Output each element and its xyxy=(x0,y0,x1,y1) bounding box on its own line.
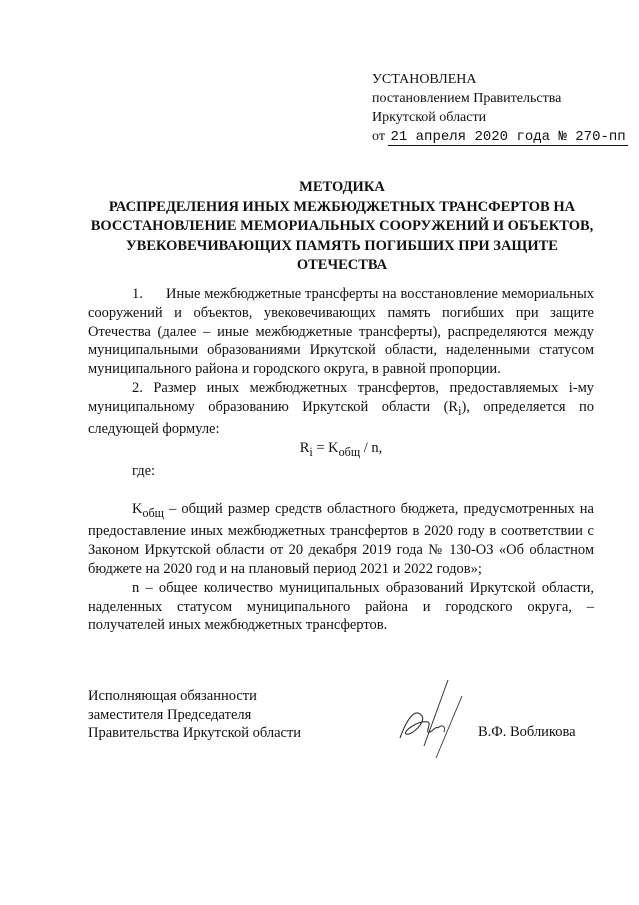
approval-decree: постановлением Правительства xyxy=(372,91,562,106)
paragraph-1: 1. Иные межбюджетные трансферты на восстановление мемориальных сооружений и объектов, увековечивающих память погибших при защите Отечества (далее – иные межбюджетные трансферты), распределяются между муниципальными образованиями Иркутской области, наделенными статусом муниципального района и городского округа, в равной пропорции. xyxy=(88,286,594,378)
paragraph-2-subscript: i xyxy=(458,403,462,418)
title-main: МЕТОДИКА xyxy=(299,179,385,195)
formula-equals-k: = K xyxy=(312,440,339,457)
formula-tail: / n, xyxy=(360,440,383,457)
signatory-line-1: Исполняющая обязанности xyxy=(88,688,257,704)
paragraph-2-text-a: 2. Размер иных межбюджетных трансфертов, предоставляемых i-му муниципальному образованию Иркутской области (R xyxy=(88,379,594,415)
approval-heading: УСТАНОВЛЕНА xyxy=(372,72,477,87)
paragraph-2 xyxy=(88,379,594,439)
definition-n: n – общее количество муниципальных образований Иркутской области, наделенных статусом муниципального района и городского округа, – получателей иных межбюджетных трансфертов. xyxy=(88,579,594,634)
definition-k-letter: K xyxy=(132,500,143,517)
approval-date-line xyxy=(372,127,628,147)
formula xyxy=(88,439,594,462)
formula-k-subscript: общ xyxy=(338,445,361,460)
approval-region: Иркутской области xyxy=(372,110,487,125)
title-subtitle: РАСПРЕДЕЛЕНИЯ ИНЫХ МЕЖБЮДЖЕТНЫХ ТРАНСФЕРТОВ НА ВОССТАНОВЛЕНИЕ МЕМОРИАЛЬНЫХ СООРУЖЕНИЙ И ОБЪЕКТОВ, УВЕКОВЕЧИВАЮЩИХ ПАМЯТЬ ПОГИБШИХ ПРИ ЗАЩИТЕ ОТЕЧЕСТВА xyxy=(90,198,594,273)
signatory-position xyxy=(88,687,301,743)
handwritten-signature xyxy=(378,676,488,766)
document-title xyxy=(80,178,604,276)
definition-k-text: – общий размер средств областного бюджета, предусмотренных на предоставление иных межбюджетных трансфертов в 2020 году в соответствии с Законом Иркутской области от 20 декабря 2019 года № 130-ОЗ «Об областном бюджете на 2020 год и на плановый период 2021 и 2022 годов»; xyxy=(88,500,594,578)
document-body xyxy=(88,285,594,635)
formula-r-subscript: i xyxy=(309,445,313,460)
definition-k-subscript: общ xyxy=(142,505,164,520)
formula-r: R xyxy=(299,440,310,457)
approval-date-prefix: от xyxy=(372,129,385,144)
approval-date-value: 21 апреля 2020 года № 270-пп xyxy=(390,129,626,145)
signatory-name: В.Ф. Вобликова xyxy=(478,724,576,740)
signatory-line-3: Правительства Иркутской области xyxy=(88,725,302,741)
where-label: где: xyxy=(132,462,156,479)
signatory-line-2: заместителя Председателя xyxy=(88,706,252,723)
definition-k xyxy=(88,500,594,579)
paragraph-2-text-b: ), определяется по следующей формуле: xyxy=(88,398,594,438)
approval-stamp xyxy=(372,70,628,147)
